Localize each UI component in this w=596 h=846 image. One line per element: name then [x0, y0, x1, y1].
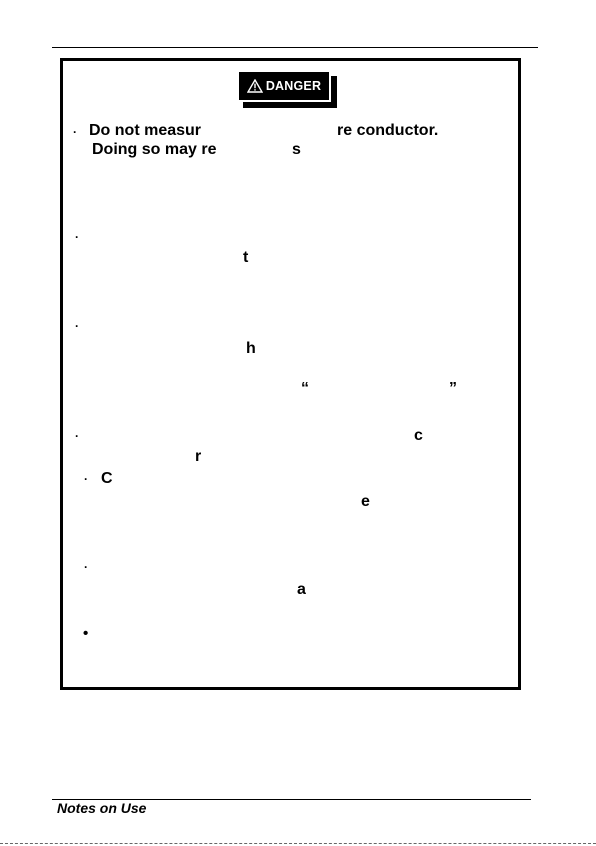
bullet-1-line-1-right: re conductor. [337, 122, 439, 139]
danger-badge [237, 70, 331, 102]
header-rule [52, 47, 538, 48]
bullet-marker: · [73, 125, 77, 139]
bullet-3-open-quote: “ [301, 380, 309, 397]
warning-triangle-icon [247, 79, 263, 93]
bullet-marker: · [84, 472, 88, 486]
danger-label: DANGER [265, 79, 322, 93]
bullet-marker: · [75, 319, 79, 333]
page-edge-dashes [0, 843, 596, 844]
bullet-1-line-2-left: Doing so may re [92, 141, 217, 158]
bullet-1-line-2-right: s [292, 141, 301, 158]
bullet-6-fragment: a [297, 581, 306, 598]
bullet-marker: · [75, 230, 79, 244]
bullet-marker: · [75, 429, 79, 443]
bullet-5-fragment-e: e [361, 493, 370, 510]
bullet-4-fragment-r: r [195, 448, 202, 465]
bullet-marker: · [84, 560, 88, 574]
bullet-marker: • [83, 625, 89, 642]
bullet-3-fragment: h [246, 340, 256, 357]
bullet-4-fragment-c: c [414, 427, 423, 444]
bullet-2-fragment: t [243, 249, 249, 266]
bullet-5-fragment-c: C [101, 470, 113, 487]
bullet-3-close-quote: ” [449, 380, 457, 397]
bullet-1-line-1-left: Do not measur [89, 122, 202, 139]
section-title: Notes on Use [57, 800, 147, 816]
